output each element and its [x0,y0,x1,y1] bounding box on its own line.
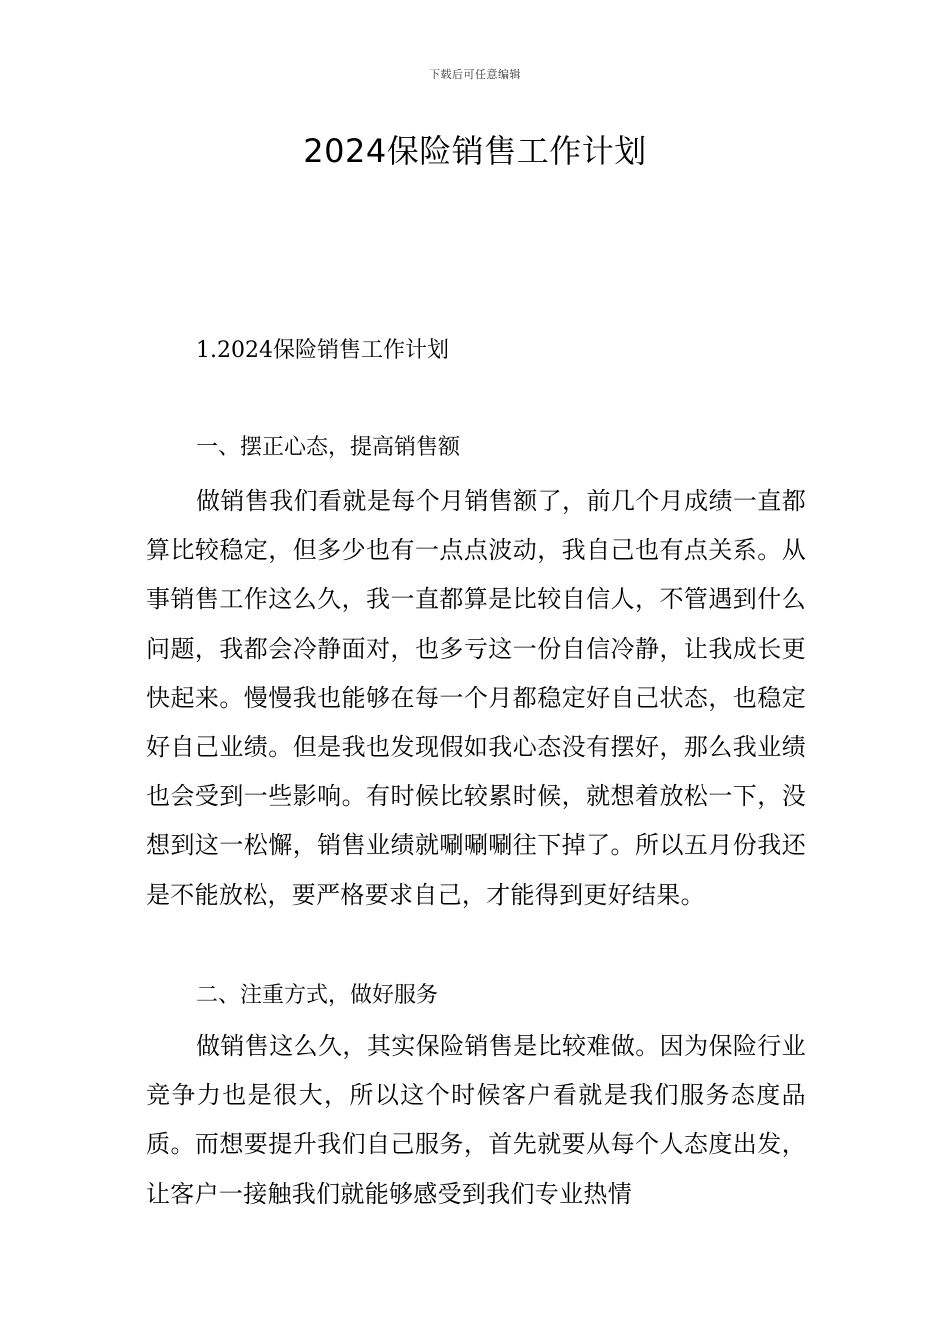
subtitle: 1.2024保险销售工作计划 [196,338,449,363]
section-heading-1: 一、摆正心态，提高销售额 [196,435,461,460]
header-note: 下载后可任意编辑 [429,68,521,81]
section-heading-2: 二、注重方式，做好服务 [196,983,439,1008]
section-paragraph-2: 做销售这么久，其实保险销售是比较难做。因为保险行业竞争力也是很大，所以这个时候客户看就是我们服务态度品质。而想要提升我们自己服务，首先就要从每个人态度出发，让客户一接触我们就能够感受到我们专业热情 [146,1032,806,1208]
section-paragraph-1: 做销售我们看就是每个月销售额了，前几个月成绩一直都算比较稳定，但多少也有一点点波动，我自己也有点关系。从事销售工作这么久，我一直都算是比较自信人，不管遇到什么问题，我都会冷静面对，也多亏这一份自信冷静，让我成长更快起来。慢慢我也能够在每一个月都稳定好自己状态，也稳定好自己业绩。但是我也发现假如我心态没有摆好，那么我业绩也会受到一些影响。有时候比较累时候，就想着放松一下，没想到这一松懈，销售业绩就唰唰唰往下掉了。所以五月份我还是不能放松，要严格要求自己，才能得到更好结果。 [146,487,806,909]
document-title: 2024保险销售工作计划 [303,132,647,170]
